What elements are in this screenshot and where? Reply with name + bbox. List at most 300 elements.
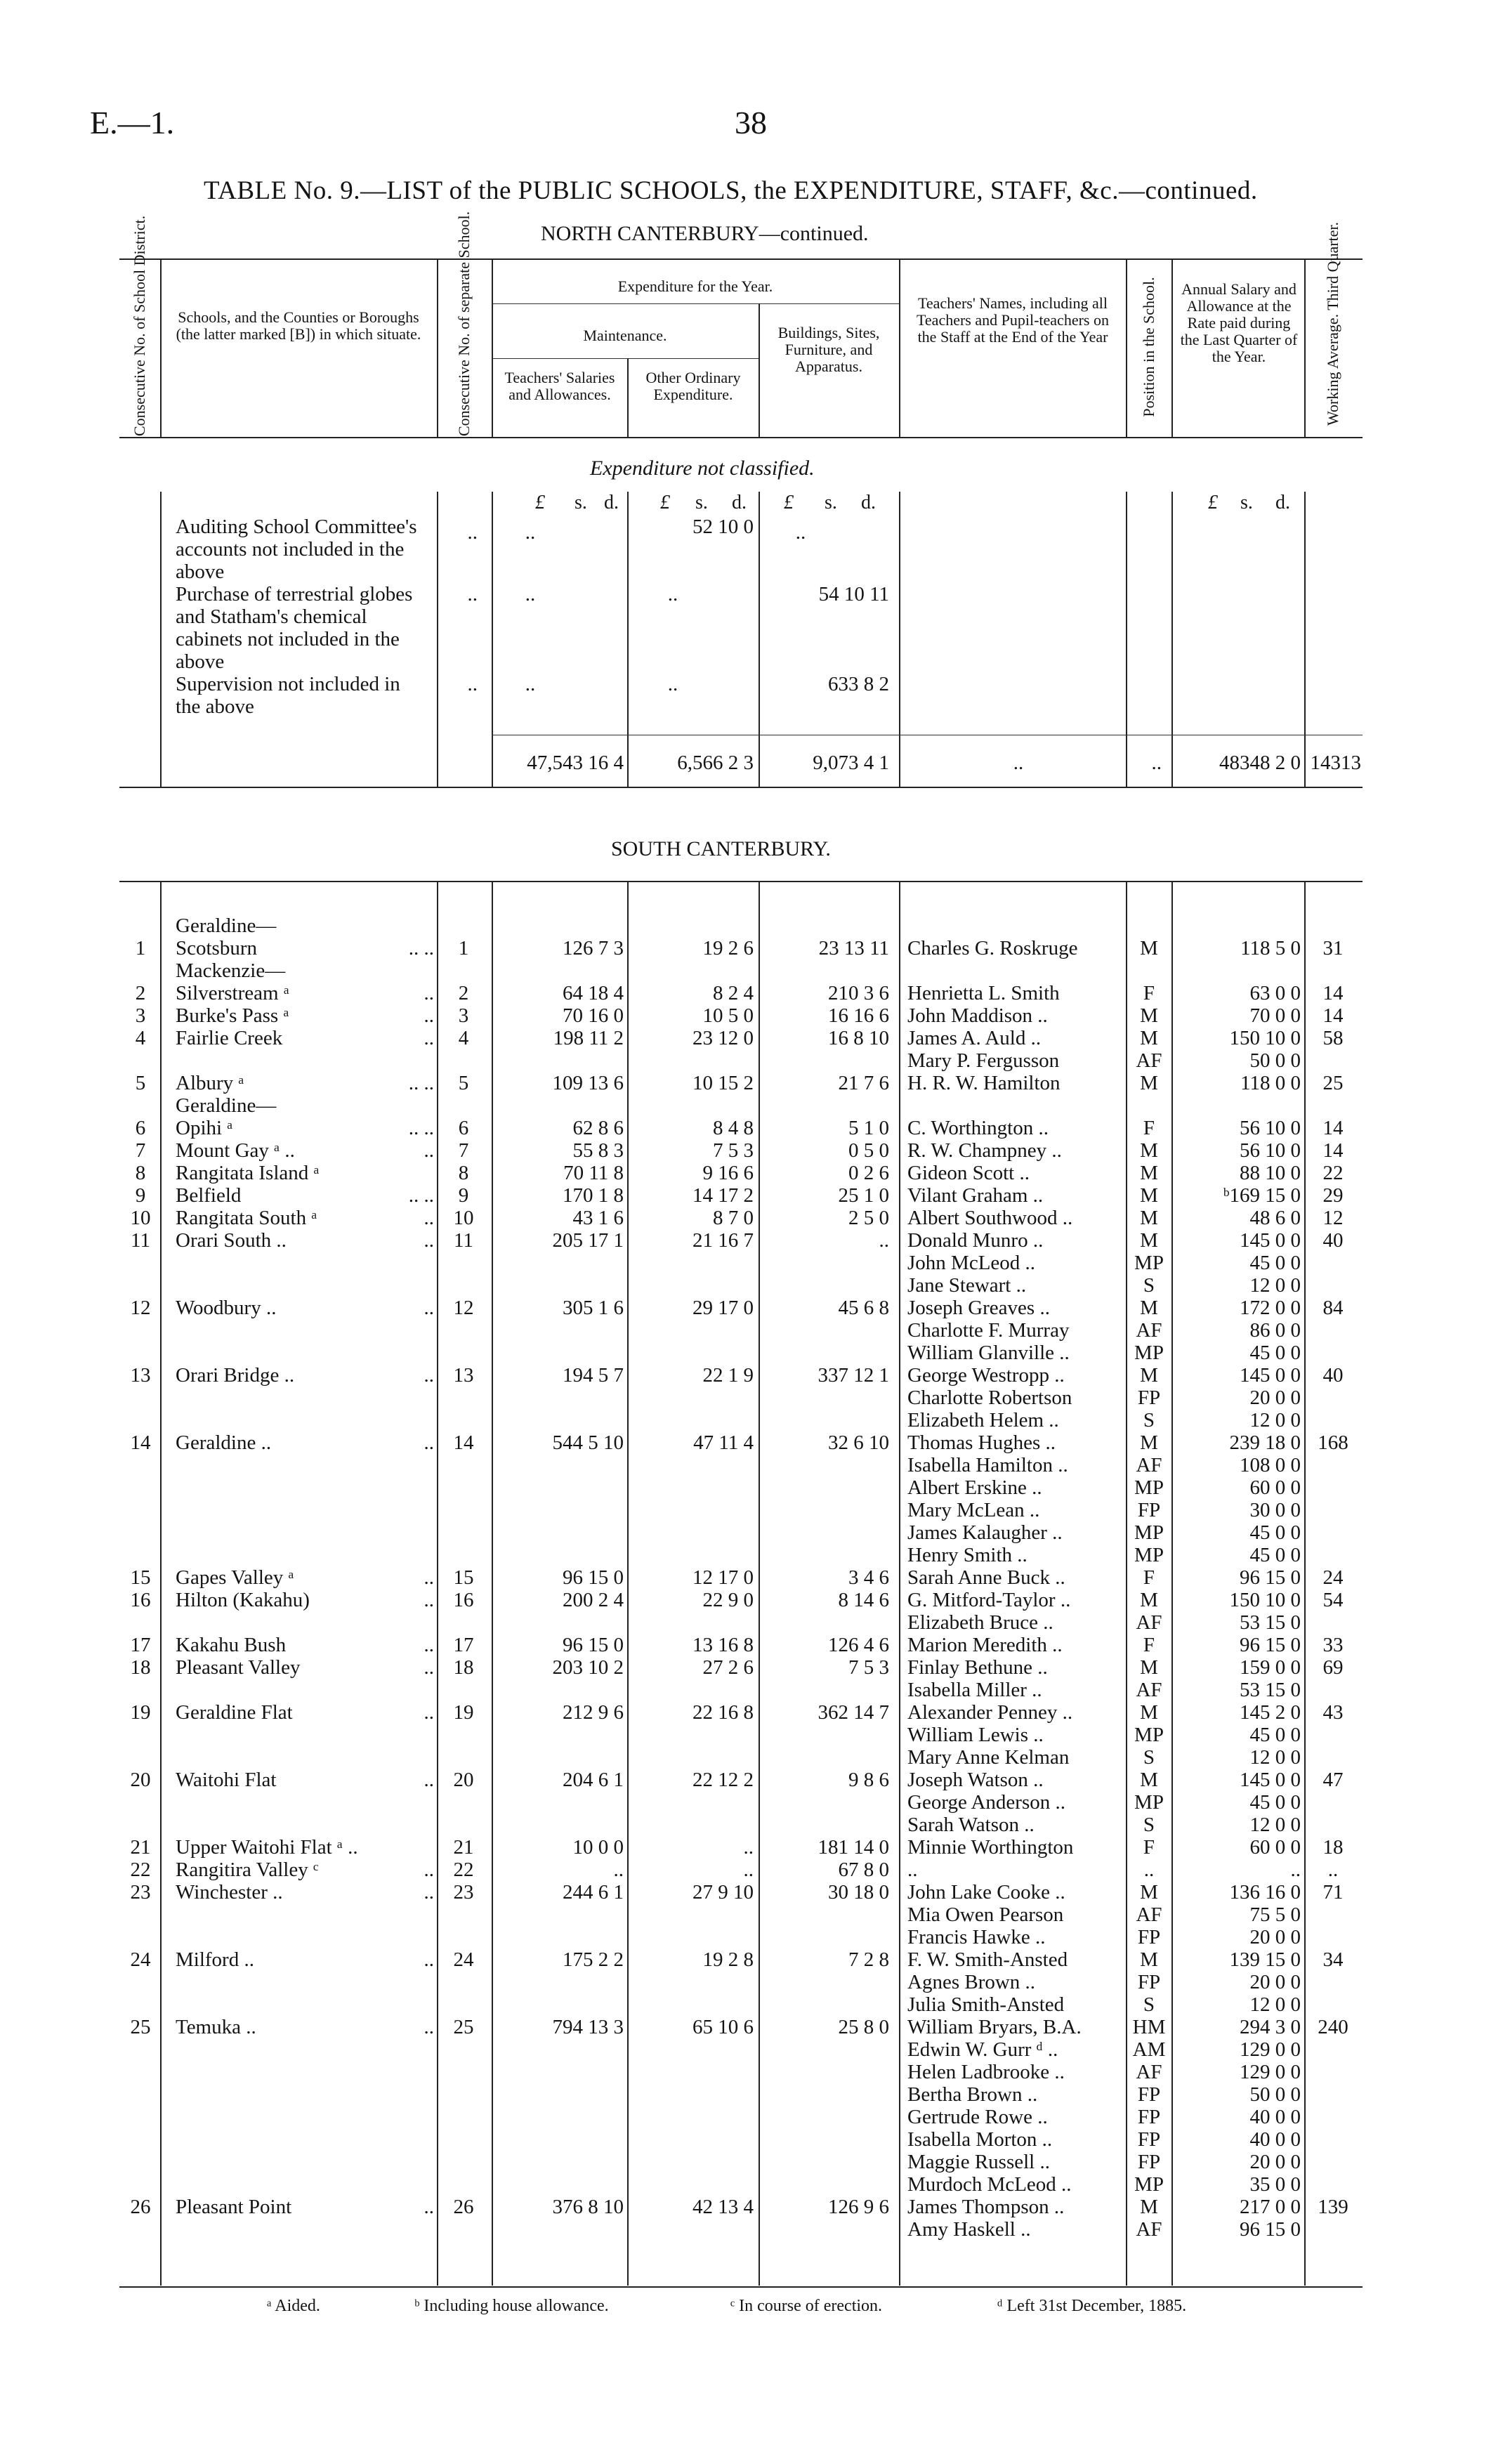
unit-shilling: s. [1240, 492, 1253, 513]
expenditure-rule [492, 303, 899, 304]
district-no: 21 [130, 1836, 151, 1859]
table-row [0, 959, 1510, 982]
leader-dots: .. [424, 1859, 434, 1881]
teachers-salaries: 70 16 0 [563, 1004, 624, 1027]
district-no: 17 [130, 1634, 151, 1656]
table-row [0, 2151, 1510, 2173]
position: AF [1136, 1679, 1162, 1701]
teacher-name: G. Mitford-Taylor .. [907, 1589, 1071, 1611]
teacher-name: Mary Anne Kelman [907, 1746, 1070, 1769]
leader-dots: .. [424, 1881, 434, 1903]
teachers-salaries: 203 10 2 [552, 1656, 624, 1679]
south-top-rule [119, 881, 1363, 882]
teacher-name: Sarah Anne Buck .. [907, 1566, 1065, 1589]
school-no: 9 [458, 1184, 469, 1207]
position: MP [1134, 1252, 1164, 1274]
position: FP [1137, 2106, 1161, 2128]
hdr-buildings: Buildings, Sites, Furniture, and Apparatus. [777, 324, 880, 375]
hdr-col-sep [160, 258, 162, 437]
position: M [1140, 1139, 1158, 1162]
salary: 45 0 0 [1249, 1252, 1301, 1274]
other-expenditure: 22 1 9 [702, 1364, 754, 1387]
buildings: 32 6 10 [828, 1431, 889, 1454]
table-row [0, 1229, 1510, 1252]
teacher-name: .. [907, 1859, 918, 1881]
salary: 56 10 0 [1240, 1117, 1301, 1139]
position: MP [1134, 1342, 1164, 1364]
north-row-supervision: Supervision not included in the above [176, 673, 400, 718]
teachers-salaries: 109 13 6 [552, 1072, 624, 1094]
salary: 96 15 0 [1240, 1566, 1301, 1589]
table-row [0, 1589, 1510, 1611]
leader-dots: .. [424, 1004, 434, 1027]
north-oe: .. [667, 583, 678, 605]
position: FP [1137, 1971, 1161, 1993]
school-name: Mount Gay ᵃ .. [176, 1139, 295, 1162]
teacher-name: Albert Southwood .. [907, 1207, 1073, 1229]
leader-dots: .. .. [408, 937, 434, 959]
school-no: 22 [453, 1859, 474, 1881]
working-average: 71 [1322, 1881, 1344, 1903]
north-col-sep [1126, 492, 1127, 787]
teacher-name: William Glanville .. [907, 1342, 1070, 1364]
other-expenditure: 29 17 0 [692, 1297, 754, 1319]
salary: 139 15 0 [1229, 1948, 1301, 1971]
north-col-sep [160, 492, 162, 787]
teacher-name: Sarah Watson .. [907, 1814, 1035, 1836]
leader-dots: .. [424, 1656, 434, 1679]
salary: 30 0 0 [1249, 1499, 1301, 1521]
school-name: Fairlie Creek [176, 1027, 283, 1049]
other-expenditure: 47 11 4 [693, 1431, 754, 1454]
school-no: 19 [453, 1701, 474, 1724]
salary: 60 0 0 [1249, 1476, 1301, 1499]
position: AF [1136, 2218, 1162, 2241]
school-name: Geraldine— [176, 1094, 277, 1117]
position: M [1140, 1207, 1158, 1229]
unit-pence: d. [1275, 492, 1290, 513]
total-buildings: 9,073 4 1 [813, 752, 889, 774]
leader-dots: .. [424, 1589, 434, 1611]
teacher-name: John Maddison .. [907, 1004, 1048, 1027]
total-other-expenditure: 6,566 2 3 [677, 752, 754, 774]
salary: 63 0 0 [1249, 982, 1301, 1004]
school-name: Mackenzie— [176, 959, 286, 982]
hdr-district-no: Consecutive No. of School District. [131, 215, 148, 436]
table-row [0, 1027, 1510, 1049]
school-no: 11 [454, 1229, 473, 1252]
position: M [1140, 2196, 1158, 2218]
working-average: 69 [1322, 1656, 1344, 1679]
table-row [0, 1791, 1510, 1814]
teacher-name: Jane Stewart .. [907, 1274, 1027, 1297]
north-ts: .. [525, 583, 536, 605]
school-name: Waitohi Flat [176, 1769, 277, 1791]
school-name: Rangitata South ᵃ [176, 1207, 317, 1229]
table-row [0, 937, 1510, 959]
school-name: Hilton (Kakahu) [176, 1589, 310, 1611]
position: M [1140, 1431, 1158, 1454]
position: M [1140, 1948, 1158, 1971]
other-expenditure: .. [743, 1836, 754, 1859]
teacher-name: Maggie Russell .. [907, 2151, 1050, 2173]
school-no: 24 [453, 1948, 474, 1971]
teacher-name: Helen Ladbrooke .. [907, 2061, 1065, 2083]
hdr-col-sep [899, 258, 900, 437]
position: F [1143, 1566, 1155, 1589]
unit-shilling: s. [575, 492, 587, 513]
table-row [0, 1117, 1510, 1139]
salary: 118 0 0 [1240, 1072, 1301, 1094]
leader-dots: .. [424, 2016, 434, 2038]
table-row [0, 1387, 1510, 1409]
table-row [0, 2083, 1510, 2106]
north-ts: .. [525, 673, 536, 695]
working-average: 58 [1322, 1027, 1344, 1049]
teachers-salaries: 205 17 1 [552, 1229, 624, 1252]
table-row [0, 1319, 1510, 1342]
teacher-name: Minnie Worthington [907, 1836, 1074, 1859]
teacher-name: Henry Smith .. [907, 1544, 1028, 1566]
teachers-salaries: 194 5 7 [563, 1364, 624, 1387]
other-expenditure: 10 15 2 [692, 1072, 754, 1094]
position: S [1143, 1993, 1155, 2016]
teachers-salaries: 170 1 8 [563, 1184, 624, 1207]
teachers-salaries: 64 18 4 [563, 982, 624, 1004]
position: M [1140, 1656, 1158, 1679]
other-expenditure: 23 12 0 [692, 1027, 754, 1049]
position: F [1143, 1117, 1155, 1139]
teachers-salaries: 10 0 0 [572, 1836, 624, 1859]
salary: 239 18 0 [1229, 1431, 1301, 1454]
north-bottom-rule [119, 787, 1363, 788]
school-name: Burke's Pass ᵃ [176, 1004, 289, 1027]
teacher-name: Mary P. Fergusson [907, 1049, 1060, 1072]
table-row [0, 1004, 1510, 1027]
position: M [1140, 1769, 1158, 1791]
working-average: 18 [1322, 1836, 1344, 1859]
table-row [0, 1454, 1510, 1476]
position: M [1140, 1229, 1158, 1252]
north-col-sep [437, 492, 438, 787]
district-no: 8 [135, 1162, 146, 1184]
table-row [0, 2016, 1510, 2038]
buildings: 0 5 0 [848, 1139, 889, 1162]
table-row [0, 1094, 1510, 1117]
leader-dots: .. [424, 1207, 434, 1229]
buildings: 210 3 6 [828, 982, 889, 1004]
teachers-salaries: 43 1 6 [572, 1207, 624, 1229]
teacher-name: Joseph Greaves .. [907, 1297, 1050, 1319]
unit-pound: £ [660, 492, 670, 513]
school-name: Temuka .. [176, 2016, 256, 2038]
district-no: 9 [135, 1184, 146, 1207]
position: AM [1132, 2038, 1166, 2061]
unit-shilling: s. [825, 492, 837, 513]
teacher-name: C. Worthington .. [907, 1117, 1049, 1139]
salary: 96 15 0 [1240, 2218, 1301, 2241]
salary: 294 3 0 [1240, 2016, 1301, 2038]
north-dots: .. [467, 583, 478, 605]
working-average: 24 [1322, 1566, 1344, 1589]
position: M [1140, 1701, 1158, 1724]
salary: 20 0 0 [1249, 2151, 1301, 2173]
teacher-name: Mary McLean .. [907, 1499, 1040, 1521]
leader-dots: .. [424, 1297, 434, 1319]
leader-dots: .. [424, 1431, 434, 1454]
district-no: 24 [130, 1948, 151, 1971]
teachers-salaries: 96 15 0 [563, 1566, 624, 1589]
salary: 60 0 0 [1249, 1836, 1301, 1859]
leader-dots: .. [424, 1364, 434, 1387]
table-row [0, 2196, 1510, 2218]
district-no: 22 [130, 1859, 151, 1881]
position: MP [1134, 1724, 1164, 1746]
position: MP [1134, 2173, 1164, 2196]
school-name: Milford .. [176, 1948, 254, 1971]
north-dots: .. [467, 521, 478, 544]
position: M [1140, 1881, 1158, 1903]
salary: 86 0 0 [1249, 1319, 1301, 1342]
working-average: 168 [1318, 1431, 1348, 1454]
school-name: Gapes Valley ᵃ [176, 1566, 294, 1589]
total-names: .. [1013, 752, 1024, 774]
buildings: 5 1 0 [848, 1117, 889, 1139]
salary: .. [1290, 1859, 1301, 1881]
working-average: 22 [1322, 1162, 1344, 1184]
teachers-salaries: .. [613, 1859, 624, 1881]
hdr-teachers-names: Teachers' Names, including all Teachers and Pupil-teachers on the Staff at the End of the Year [917, 294, 1109, 346]
table-row [0, 2061, 1510, 2083]
position: M [1140, 1162, 1158, 1184]
table-row [0, 982, 1510, 1004]
table-row [0, 1162, 1510, 1184]
north-dots: .. [467, 673, 478, 695]
school-no: 5 [458, 1072, 469, 1094]
other-expenditure: 21 16 7 [692, 1229, 754, 1252]
other-expenditure: 12 17 0 [692, 1566, 754, 1589]
salary: 172 0 0 [1240, 1297, 1301, 1319]
position: FP [1137, 1926, 1161, 1948]
table-row [0, 1993, 1510, 2016]
hdr-salary: Annual Salary and Allowance at the Rate paid during the Last Quarter of the Year. [1180, 280, 1298, 365]
school-name: Pleasant Point [176, 2196, 292, 2218]
table-row [0, 1859, 1510, 1881]
salary: 70 0 0 [1249, 1004, 1301, 1027]
salary: 56 10 0 [1240, 1139, 1301, 1162]
maintenance-rule [492, 358, 759, 359]
school-no: 6 [458, 1117, 469, 1139]
table-row [0, 1634, 1510, 1656]
teacher-name: William Lewis .. [907, 1724, 1044, 1746]
other-expenditure: 27 9 10 [692, 1881, 754, 1903]
total-teachers-salaries: 47,543 16 4 [527, 752, 624, 774]
salary: 12 0 0 [1249, 1814, 1301, 1836]
teacher-name: George Anderson .. [907, 1791, 1065, 1814]
school-no: 8 [458, 1162, 469, 1184]
position: M [1140, 937, 1158, 959]
position: M [1140, 1184, 1158, 1207]
working-average: .. [1327, 1859, 1339, 1881]
salary: 53 15 0 [1240, 1679, 1301, 1701]
teacher-name: Marion Meredith .. [907, 1634, 1063, 1656]
teacher-name: Isabella Morton .. [907, 2128, 1053, 2151]
other-expenditure: 27 2 6 [702, 1656, 754, 1679]
other-expenditure: 19 2 6 [702, 937, 754, 959]
leader-dots: .. [424, 1769, 434, 1791]
header-top-rule [119, 258, 1363, 260]
teacher-name: James Thompson .. [907, 2196, 1065, 2218]
district-no: 4 [135, 1027, 146, 1049]
table-row [0, 1072, 1510, 1094]
table-row [0, 2128, 1510, 2151]
teachers-salaries: 175 2 2 [563, 1948, 624, 1971]
working-average: 139 [1318, 2196, 1348, 2218]
position: FP [1137, 1387, 1161, 1409]
school-no: 12 [453, 1297, 474, 1319]
school-name: Opihi ᵃ [176, 1117, 233, 1139]
other-expenditure: 7 5 3 [713, 1139, 754, 1162]
position: .. [1143, 1859, 1155, 1881]
working-average: 14 [1322, 1117, 1344, 1139]
district-no: 11 [131, 1229, 150, 1252]
north-col-sep [1304, 492, 1306, 787]
total-position: .. [1151, 752, 1162, 774]
leader-dots: .. [424, 982, 434, 1004]
position: AF [1136, 1049, 1162, 1072]
header-bottom-rule [119, 437, 1363, 438]
table-row [0, 1971, 1510, 1993]
table-row [0, 1701, 1510, 1724]
position: AF [1136, 1903, 1162, 1926]
salary: 45 0 0 [1249, 1544, 1301, 1566]
school-no: 1 [458, 937, 469, 959]
salary: 145 0 0 [1240, 1769, 1301, 1791]
leader-dots: .. [424, 1027, 434, 1049]
working-average: 34 [1322, 1948, 1344, 1971]
hdr-expenditure: Expenditure for the Year. [617, 277, 773, 295]
buildings: 30 18 0 [828, 1881, 889, 1903]
district-no: 16 [130, 1589, 151, 1611]
salary: 108 0 0 [1240, 1454, 1301, 1476]
table-row [0, 1724, 1510, 1746]
teacher-name: Julia Smith-Ansted [907, 1993, 1065, 2016]
other-expenditure: 22 9 0 [702, 1589, 754, 1611]
salary: 40 0 0 [1249, 2128, 1301, 2151]
leader-dots: .. [424, 2196, 434, 2218]
district-no: 10 [130, 1207, 151, 1229]
buildings: 337 12 1 [818, 1364, 889, 1387]
teachers-salaries: 70 11 8 [563, 1162, 624, 1184]
school-no: 13 [453, 1364, 474, 1387]
hdr-col-sep [1304, 258, 1306, 437]
buildings: 3 4 6 [848, 1566, 889, 1589]
table-row [0, 1431, 1510, 1454]
school-name: Geraldine— [176, 915, 277, 937]
teachers-salaries: 96 15 0 [563, 1634, 624, 1656]
salary: 145 0 0 [1240, 1364, 1301, 1387]
other-expenditure: .. [743, 1859, 754, 1881]
position: AF [1136, 1611, 1162, 1634]
buildings: 7 5 3 [848, 1656, 889, 1679]
teacher-name: Amy Haskell .. [907, 2218, 1031, 2241]
position: F [1143, 1634, 1155, 1656]
table-row [0, 1544, 1510, 1566]
table-row [0, 1476, 1510, 1499]
school-name: Scotsburn [176, 937, 257, 959]
teacher-name: Gertrude Rowe .. [907, 2106, 1048, 2128]
teacher-name: Thomas Hughes .. [907, 1431, 1056, 1454]
hdr-col-sep [627, 358, 629, 437]
hdr-other-expenditure: Other Ordinary Expenditure. [645, 369, 741, 403]
buildings: 362 14 7 [818, 1701, 889, 1724]
school-name: Rangitira Valley ᶜ [176, 1859, 319, 1881]
teacher-name: Vilant Graham .. [907, 1184, 1044, 1207]
total-salary: 48348 2 0 [1219, 752, 1301, 774]
teacher-name: R. W. Champney .. [907, 1139, 1062, 1162]
leader-dots: .. .. [408, 1184, 434, 1207]
teacher-name: John McLeod .. [907, 1252, 1036, 1274]
school-no: 21 [453, 1836, 474, 1859]
leader-dots: .. [424, 1701, 434, 1724]
district-no: 2 [135, 982, 146, 1004]
position: FP [1137, 2083, 1161, 2106]
table-row [0, 1881, 1510, 1903]
north-bu: .. [795, 521, 806, 544]
school-name: Pleasant Valley [176, 1656, 301, 1679]
district-no: 26 [130, 2196, 151, 2218]
teachers-salaries: 62 8 6 [572, 1117, 624, 1139]
salary: 48 6 0 [1249, 1207, 1301, 1229]
unit-pence: d. [604, 492, 619, 513]
salary: 12 0 0 [1249, 1274, 1301, 1297]
salary: 145 0 0 [1240, 1229, 1301, 1252]
position: AF [1136, 1454, 1162, 1476]
salary: 20 0 0 [1249, 1387, 1301, 1409]
hdr-position: Position in the School. [1140, 277, 1157, 417]
school-no: 10 [453, 1207, 474, 1229]
salary: 159 0 0 [1240, 1656, 1301, 1679]
other-expenditure: 22 12 2 [692, 1769, 754, 1791]
table-row [0, 1297, 1510, 1319]
section-north-heading: NORTH CANTERBURY—continued. [541, 222, 869, 245]
other-expenditure: 9 16 6 [702, 1162, 754, 1184]
position: S [1143, 1409, 1155, 1431]
unit-pound: £ [784, 492, 794, 513]
school-name: Silverstream ᵃ [176, 982, 289, 1004]
teacher-name: James A. Auld .. [907, 1027, 1042, 1049]
school-no: 14 [453, 1431, 474, 1454]
teacher-name: Francis Hawke .. [907, 1926, 1046, 1948]
buildings: 7 2 8 [848, 1948, 889, 1971]
buildings: 9 8 6 [848, 1769, 889, 1791]
teacher-name: George Westropp .. [907, 1364, 1065, 1387]
position: M [1140, 1027, 1158, 1049]
hdr-teachers-salaries: Teachers' Salaries and Allowances. [504, 369, 615, 403]
buildings: 16 16 6 [828, 1004, 889, 1027]
leader-dots: .. [424, 1229, 434, 1252]
table-row [0, 2106, 1510, 2128]
district-no: 1 [135, 937, 146, 959]
north-col-sep [1171, 492, 1173, 787]
buildings: 23 13 11 [818, 937, 889, 959]
salary: 45 0 0 [1249, 1521, 1301, 1544]
teacher-name: Henrietta L. Smith [907, 982, 1060, 1004]
district-no: 19 [130, 1701, 151, 1724]
teacher-name: Charlotte Robertson [907, 1387, 1072, 1409]
table-row [0, 1656, 1510, 1679]
working-average: 12 [1322, 1207, 1344, 1229]
